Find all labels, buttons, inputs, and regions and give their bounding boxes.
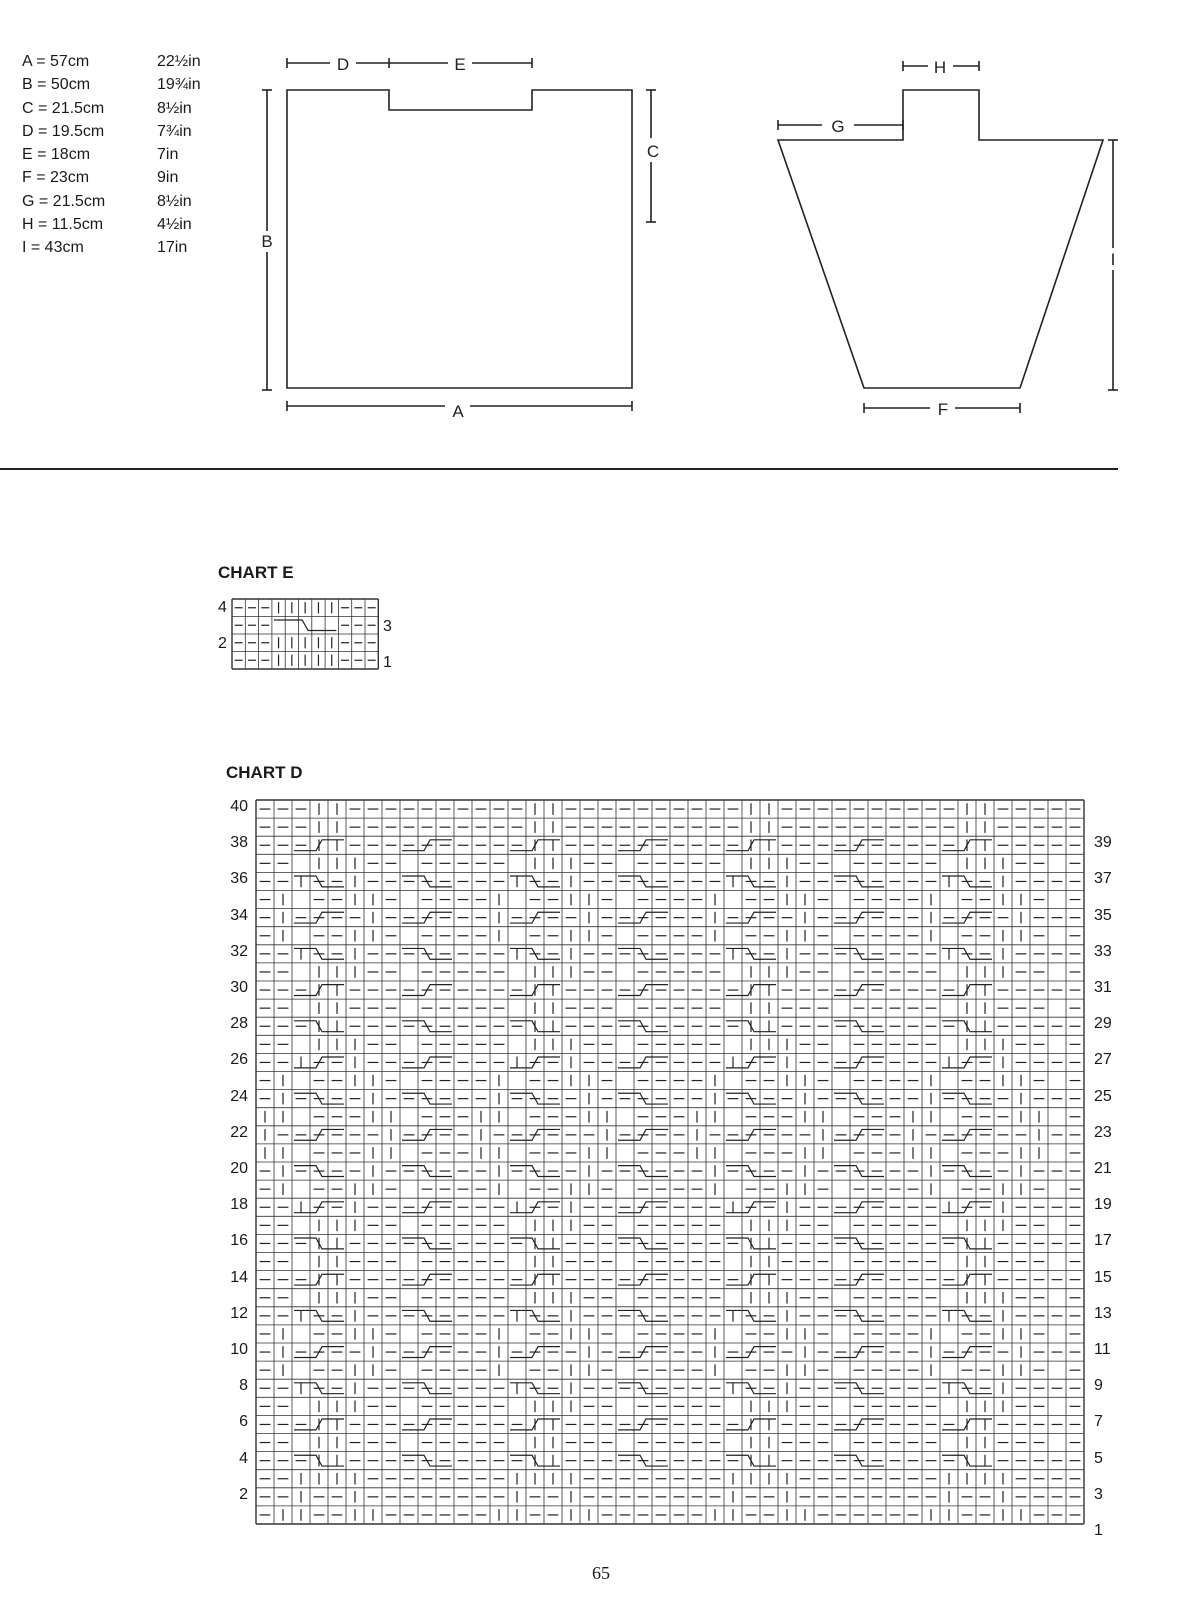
chart-d-grid-lines xyxy=(256,800,1084,1524)
chart-d-row-number: 7 xyxy=(1094,1413,1103,1431)
measurement-imperial: 17in xyxy=(157,239,188,257)
chart-d-row-number: 26 xyxy=(230,1051,248,1069)
measurement-metric: A = 57cm xyxy=(22,53,90,70)
measurement-imperial: 7¾in xyxy=(157,122,192,140)
chart-d-row-number: 23 xyxy=(1094,1123,1112,1141)
chart-d-row-number: 11 xyxy=(1094,1340,1111,1358)
chart-d-row-number: 24 xyxy=(230,1087,248,1105)
dim-label-a: A xyxy=(452,402,464,421)
chart-d-row-number: 40 xyxy=(230,798,248,815)
measurement-metric: B = 50cm xyxy=(22,76,91,94)
chart-d-row-number: 10 xyxy=(230,1341,248,1358)
chart-e-row-number: 3 xyxy=(383,618,392,635)
chart-d-row-number: 21 xyxy=(1094,1159,1112,1177)
chart-d-row-number: 25 xyxy=(1094,1087,1112,1105)
chart-d-title: CHART D xyxy=(226,763,303,782)
chart-d-row-number: 19 xyxy=(1094,1196,1112,1214)
dim-label-h: H xyxy=(933,58,947,77)
dim-label-e: E xyxy=(454,55,466,74)
chart-d-row-number: 1 xyxy=(1094,1521,1103,1539)
measurement-imperial: 8½in xyxy=(157,192,192,210)
chart-d-row-number: 5 xyxy=(1094,1449,1103,1467)
chart-d-row-number: 4 xyxy=(239,1449,248,1467)
measurement-imperial: 4½in xyxy=(157,216,192,234)
chart-e-row-number: 1 xyxy=(383,654,392,671)
dim-label-f: F xyxy=(937,400,949,419)
measurement-metric: I = 43cm xyxy=(22,239,84,257)
dim-label-d: D xyxy=(336,55,350,74)
measurement-metric: F = 23cm xyxy=(22,169,90,187)
measurement-metric: G = 21.5cm xyxy=(22,192,106,210)
dim-label-c: C xyxy=(646,142,660,161)
chart-d-row-number: 2 xyxy=(239,1485,248,1503)
chart-d-row-number: 35 xyxy=(1094,906,1112,924)
chart-d-row-number: 17 xyxy=(1094,1232,1112,1250)
chart-d-row-number: 15 xyxy=(1094,1268,1112,1286)
chart-d-row-number: 31 xyxy=(1094,978,1112,996)
chart-d-row-number: 32 xyxy=(230,942,248,960)
chart-d-row-number: 3 xyxy=(1094,1485,1103,1503)
chart-d-row-number: 29 xyxy=(1094,1015,1112,1033)
measurement-imperial: 8½in xyxy=(157,99,192,117)
measurement-imperial: 22½in xyxy=(157,53,201,70)
chart-d-row-number: 27 xyxy=(1094,1051,1112,1069)
chart-d-row-number: 13 xyxy=(1094,1304,1112,1322)
chart-d-row-number: 9 xyxy=(1094,1377,1103,1395)
chart-d-row-number: 14 xyxy=(230,1268,248,1286)
measurement-imperial: 19¾in xyxy=(157,76,201,94)
chart-d-row-number: 8 xyxy=(239,1377,248,1395)
page-number: 65 xyxy=(592,1563,610,1583)
measurement-imperial: 9in xyxy=(157,169,179,187)
chart-d-row-number: 12 xyxy=(230,1304,248,1322)
chart-d-row-number: 30 xyxy=(230,979,248,996)
measurement-metric: H = 11.5cm xyxy=(22,216,104,234)
measurement-metric: D = 19.5cm xyxy=(22,122,105,140)
chart-d-row-number: 22 xyxy=(230,1123,248,1141)
chart-d-row-number: 16 xyxy=(230,1232,248,1250)
measurement-metric: C = 21.5cm xyxy=(22,99,105,117)
chart-d-row-number: 34 xyxy=(230,906,248,924)
chart-d-row-number: 6 xyxy=(239,1413,248,1431)
chart-d-row-number: 33 xyxy=(1094,942,1112,960)
measurement-metric: E = 18cm xyxy=(22,146,91,164)
chart-d-row-number: 20 xyxy=(230,1160,248,1177)
dim-label-g: G xyxy=(831,117,845,136)
dim-label-i: I xyxy=(1110,250,1116,269)
chart-e-title: CHART E xyxy=(218,563,294,582)
chart-d-row-number: 36 xyxy=(230,870,248,888)
chart-e-row-number: 2 xyxy=(218,635,227,652)
chart-d-row-number: 28 xyxy=(230,1015,248,1033)
chart-d-row-number: 37 xyxy=(1094,870,1112,888)
measurement-imperial: 7in xyxy=(157,146,179,164)
chart-d-row-number: 38 xyxy=(230,834,248,852)
dim-label-b: B xyxy=(261,232,273,251)
chart-d-row-number: 18 xyxy=(230,1196,248,1214)
chart-e-row-number: 4 xyxy=(218,599,227,616)
chart-d-row-number: 39 xyxy=(1094,834,1112,852)
